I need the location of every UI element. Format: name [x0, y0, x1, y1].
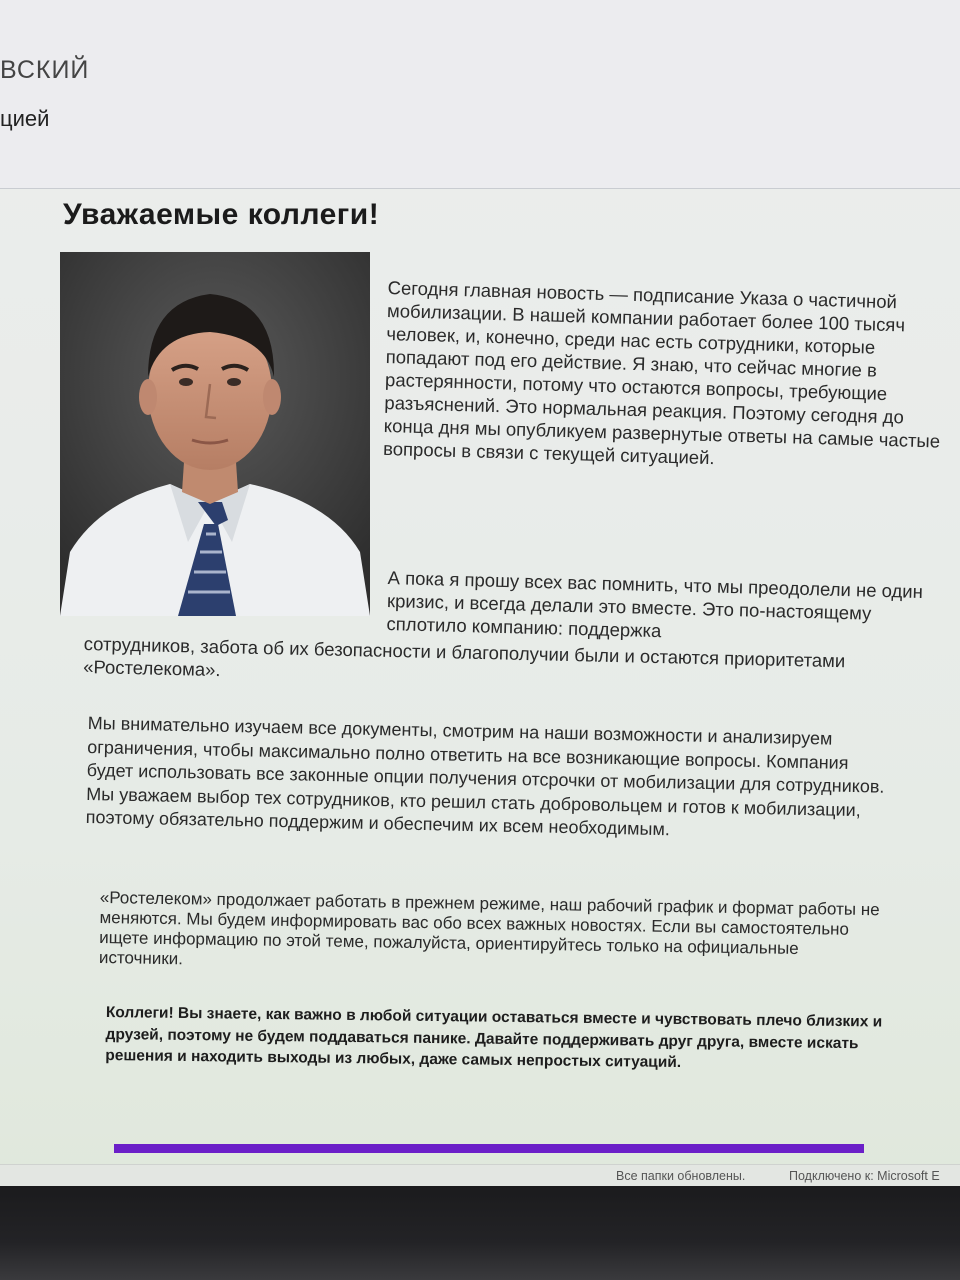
paragraph-operations: «Ростелеком» продолжает работать в прежнем режиме, наш рабочий график и формат работы не меняются. Мы будем информировать вас обо всех важных новостях. Если вы самостоятельно ищете информацию по этой теме, пожалуйста, ориентируйтесь только на официальные источники. [98, 888, 880, 969]
accent-divider [114, 1144, 864, 1153]
letter-greeting: Уважаемые коллеги! [63, 198, 380, 231]
paragraph-intro: Сегодня главная новость — подписание Указа о частичной мобилизации. В нашей компании работает более 100 тысяч человек, и, конечно, среди нас есть сотрудники, которые попадают под его действие. Я знаю, что сейчас многие в растерянности, потому что остаются вопросы, требующие разъяснений. Это нормальная реакция. Поэтому сегодня до конца дня мы опубликуем развернутые ответы на самые частые вопросы в связи с текущей ситуацией. [382, 276, 941, 469]
status-connection[interactable]: Подключено к: Microsoft E [789, 1169, 940, 1183]
paragraph-documents: Мы внимательно изучаем все документы, смотрим на наши возможности и анализируем ограничения, чтобы максимально полно ответить на все возникающие вопросы. Компания будет использовать все законные опции получения отсрочки от мобилизации для сотрудников. Мы уважаем выбор тех сотрудников, кто решил стать добровольцем и готов к мобилизации, поэтому обязательно поддержим и обеспечим их всем необходимым. [85, 712, 885, 840]
email-header [0, 0, 960, 189]
author-portrait [60, 252, 370, 616]
paragraph-closing-bold: Коллеги! Вы знаете, как важно в любой ситуации оставаться вместе и чувствовать плечо близких и друзей, поэтому не будем поддаваться панике. Давайте поддерживать друг друга, вместе искать решения и находить выходы из любых, даже самых непростых ситуаций. [105, 1003, 883, 1072]
portrait-illustration [60, 252, 370, 616]
sender-name: ВСКИЙ [0, 56, 90, 84]
monitor-bezel [0, 1186, 960, 1280]
paragraph-crisis-end: сотрудников, забота об их безопасности и благополучии были и остаются приоритетами «Ростелекома». [82, 632, 846, 681]
sender-subtitle: цией [0, 106, 50, 131]
status-folders-updated: Все папки обновлены. [616, 1169, 746, 1183]
paragraph-crisis-start: А пока я прошу всех вас помнить, что мы преодолели не один кризис, и всегда делали это вместе. Это по-настоящему сплотило компанию: поддержка [386, 566, 924, 642]
